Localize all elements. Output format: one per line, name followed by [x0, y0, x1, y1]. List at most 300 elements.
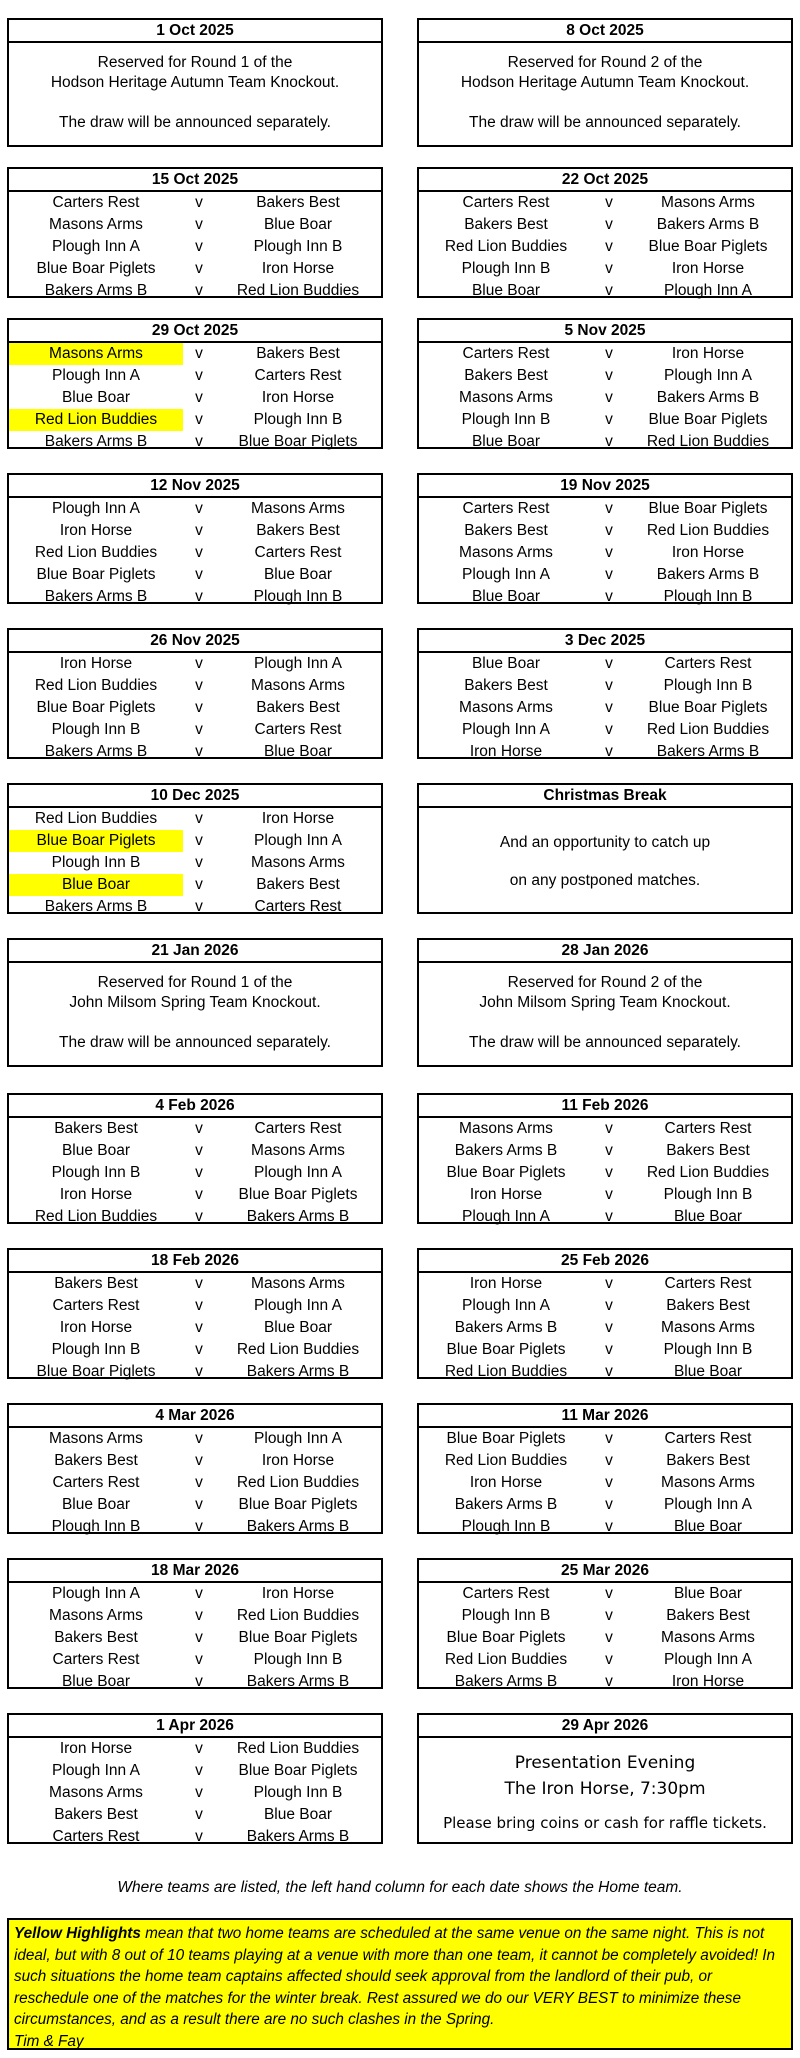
home-team: Blue Boar Piglets	[36, 699, 156, 716]
away-team: Red Lion Buddies	[236, 1341, 360, 1358]
home-team: Bakers Best	[464, 367, 548, 384]
versus-label: v	[605, 260, 613, 277]
versus-label: v	[605, 1585, 613, 1602]
versus-label: v	[195, 522, 203, 539]
home-team: Blue Boar	[471, 433, 541, 450]
versus-label: v	[605, 1120, 613, 1137]
fixture-date-header: 18 Mar 2026	[9, 1560, 381, 1583]
away-team: Carters Rest	[254, 721, 342, 738]
christmas-note	[419, 808, 791, 890]
away-team: Blue Boar Piglets	[648, 238, 768, 255]
away-team: Red Lion Buddies	[236, 1740, 360, 1757]
home-team: Red Lion Buddies	[444, 1363, 568, 1380]
home-team: Blue Boar	[471, 588, 541, 605]
away-team: Masons Arms	[661, 1319, 755, 1336]
versus-label: v	[195, 655, 203, 672]
versus-label: v	[195, 876, 203, 893]
versus-label: v	[605, 1673, 613, 1690]
match-row	[419, 1627, 791, 1649]
versus-label: v	[195, 898, 203, 915]
home-team: Plough Inn B	[51, 854, 141, 871]
fixture-date-header: 29 Oct 2025	[9, 320, 381, 343]
fixture-box	[7, 473, 383, 604]
match-row	[9, 1428, 381, 1450]
away-team: Blue Boar Piglets	[238, 1762, 358, 1779]
match-list	[9, 1118, 381, 1228]
versus-label: v	[605, 216, 613, 233]
yellow-highlight-note	[7, 1918, 793, 2050]
home-team: Carters Rest	[52, 1828, 140, 1845]
versus-label: v	[605, 522, 613, 539]
match-row	[9, 280, 381, 302]
versus-label: v	[195, 1120, 203, 1137]
away-team: Iron Horse	[261, 389, 335, 406]
note-line: The draw will be announced separately.	[59, 114, 331, 131]
match-row	[419, 1649, 791, 1671]
away-team: Plough Inn B	[253, 1651, 343, 1668]
away-team: Plough Inn B	[663, 677, 753, 694]
fixture-box	[7, 318, 383, 449]
match-row	[9, 409, 381, 431]
versus-label: v	[605, 1142, 613, 1159]
home-team: Bakers Arms B	[454, 1319, 558, 1336]
away-team: Bakers Arms B	[246, 1363, 350, 1380]
match-row	[419, 192, 791, 214]
versus-label: v	[605, 699, 613, 716]
match-row	[419, 586, 791, 608]
match-row	[9, 653, 381, 675]
home-team: Plough Inn A	[462, 566, 550, 583]
home-team: Blue Boar Piglets	[446, 1164, 566, 1181]
match-row	[9, 1738, 381, 1760]
away-team: Bakers Best	[256, 699, 340, 716]
match-list	[419, 1428, 791, 1538]
fixture-box	[417, 1093, 793, 1224]
home-team: Carters Rest	[52, 1651, 140, 1668]
match-row	[419, 258, 791, 280]
home-team: Carters Rest	[462, 194, 550, 211]
fixture-date-header: 21 Jan 2026	[9, 940, 381, 963]
fixture-box	[7, 167, 383, 298]
versus-label: v	[605, 238, 613, 255]
presentation-title: Presentation Evening	[514, 1753, 696, 1773]
away-team: Blue Boar	[673, 1363, 743, 1380]
match-row	[9, 1140, 381, 1162]
fixture-box	[7, 1558, 383, 1689]
away-team: Bakers Best	[256, 522, 340, 539]
versus-label: v	[195, 1496, 203, 1513]
away-team: Plough Inn A	[254, 655, 342, 672]
versus-label: v	[195, 1585, 203, 1602]
away-team: Carters Rest	[664, 655, 752, 672]
versus-label: v	[605, 500, 613, 517]
versus-label: v	[195, 1297, 203, 1314]
away-team: Plough Inn A	[664, 367, 752, 384]
note-line: Reserved for Round 2 of the	[507, 54, 703, 71]
home-team: Plough Inn B	[51, 1164, 141, 1181]
note-line: Reserved for Round 1 of the	[97, 54, 293, 71]
match-list	[9, 498, 381, 608]
home-team: Red Lion Buddies	[34, 544, 158, 561]
away-team: Bakers Arms B	[656, 216, 760, 233]
away-team: Blue Boar Piglets	[648, 699, 768, 716]
match-row	[419, 675, 791, 697]
match-row	[9, 1339, 381, 1361]
home-team: Carters Rest	[52, 194, 140, 211]
fixture-date-header: 8 Oct 2025	[419, 20, 791, 43]
versus-label: v	[195, 1784, 203, 1801]
match-row	[9, 1317, 381, 1339]
away-team: Bakers Best	[666, 1452, 750, 1469]
fixture-date-header: 11 Mar 2026	[419, 1405, 791, 1428]
versus-label: v	[605, 1208, 613, 1225]
home-team-highlighted: Blue Boar Piglets	[9, 830, 183, 852]
home-team: Plough Inn A	[52, 367, 140, 384]
match-row	[419, 1273, 791, 1295]
away-team: Plough Inn A	[664, 282, 752, 299]
versus-label: v	[195, 1762, 203, 1779]
away-team: Bakers Arms B	[246, 1208, 350, 1225]
match-row	[9, 1162, 381, 1184]
home-team: Blue Boar	[61, 389, 131, 406]
away-team: Iron Horse	[671, 1673, 745, 1690]
match-list	[9, 1428, 381, 1538]
home-team: Blue Boar	[471, 655, 541, 672]
match-row	[419, 719, 791, 741]
match-row	[9, 1295, 381, 1317]
match-row	[419, 1162, 791, 1184]
versus-label: v	[605, 282, 613, 299]
home-team: Plough Inn A	[462, 1208, 550, 1225]
note-line: Reserved for Round 1 of the	[97, 974, 293, 991]
fixture-box	[7, 938, 383, 1067]
away-team: Plough Inn B	[663, 1186, 753, 1203]
versus-label: v	[195, 566, 203, 583]
match-row	[9, 808, 381, 830]
note-line: And an opportunity to catch up	[499, 834, 711, 851]
match-row	[9, 586, 381, 608]
match-row	[9, 852, 381, 874]
match-row	[9, 830, 381, 852]
match-row	[419, 214, 791, 236]
home-team: Bakers Best	[54, 1275, 138, 1292]
home-team: Plough Inn A	[462, 721, 550, 738]
match-list	[9, 343, 381, 453]
match-row	[419, 1494, 791, 1516]
fixture-box	[417, 938, 793, 1067]
versus-label: v	[605, 1607, 613, 1624]
match-row	[9, 874, 381, 896]
versus-label: v	[195, 1607, 203, 1624]
versus-label: v	[605, 1319, 613, 1336]
versus-label: v	[195, 216, 203, 233]
away-team: Carters Rest	[664, 1430, 752, 1447]
away-team: Iron Horse	[671, 345, 745, 362]
versus-label: v	[195, 1474, 203, 1491]
note-signature: Tim & Fay	[14, 2032, 84, 2050]
versus-label: v	[195, 1452, 203, 1469]
home-team: Plough Inn A	[52, 1762, 140, 1779]
reserved-note	[419, 43, 791, 133]
note-line: John Milsom Spring Team Knockout.	[69, 994, 321, 1011]
away-team: Red Lion Buddies	[646, 721, 770, 738]
home-team: Bakers Arms B	[44, 282, 148, 299]
home-team: Bakers Best	[54, 1806, 138, 1823]
match-row	[419, 498, 791, 520]
home-team: Red Lion Buddies	[34, 677, 158, 694]
versus-label: v	[195, 1164, 203, 1181]
versus-label: v	[605, 1363, 613, 1380]
away-team: Carters Rest	[254, 544, 342, 561]
away-team: Blue Boar Piglets	[648, 411, 768, 428]
home-team-highlighted: Blue Boar	[9, 874, 183, 896]
away-team: Plough Inn A	[254, 832, 342, 849]
fixture-box	[417, 628, 793, 759]
versus-label: v	[195, 743, 203, 760]
versus-label: v	[605, 721, 613, 738]
home-team: Iron Horse	[469, 1186, 543, 1203]
away-team: Red Lion Buddies	[236, 282, 360, 299]
match-list	[9, 192, 381, 302]
versus-label: v	[605, 566, 613, 583]
away-team: Bakers Best	[256, 876, 340, 893]
away-team: Plough Inn B	[253, 411, 343, 428]
versus-label: v	[605, 1496, 613, 1513]
match-row	[419, 564, 791, 586]
versus-label: v	[605, 1452, 613, 1469]
versus-label: v	[195, 238, 203, 255]
match-row	[9, 1671, 381, 1693]
fixture-date-header: 26 Nov 2025	[9, 630, 381, 653]
fixture-date-header: 18 Feb 2026	[9, 1250, 381, 1273]
home-team: Plough Inn B	[51, 1518, 141, 1535]
match-row	[419, 1605, 791, 1627]
home-team: Carters Rest	[462, 500, 550, 517]
versus-label: v	[195, 367, 203, 384]
match-row	[419, 697, 791, 719]
versus-label: v	[195, 282, 203, 299]
away-team: Bakers Best	[666, 1607, 750, 1624]
fixture-date-header: 3 Dec 2025	[419, 630, 791, 653]
away-team: Bakers Arms B	[246, 1518, 350, 1535]
away-team: Plough Inn B	[253, 238, 343, 255]
fixture-date-header: 25 Feb 2026	[419, 1250, 791, 1273]
versus-label: v	[195, 345, 203, 362]
match-row	[9, 1118, 381, 1140]
home-team: Plough Inn A	[52, 238, 140, 255]
match-row	[9, 1516, 381, 1538]
match-row	[9, 192, 381, 214]
match-row	[9, 236, 381, 258]
away-team: Blue Boar	[263, 216, 333, 233]
versus-label: v	[195, 1629, 203, 1646]
away-team: Plough Inn A	[254, 1430, 342, 1447]
away-team: Bakers Arms B	[656, 389, 760, 406]
versus-label: v	[195, 588, 203, 605]
reserved-note	[419, 963, 791, 1053]
away-team: Masons Arms	[661, 1629, 755, 1646]
versus-label: v	[195, 544, 203, 561]
match-row	[9, 431, 381, 453]
match-list	[9, 1583, 381, 1693]
match-row	[419, 542, 791, 564]
versus-label: v	[195, 1319, 203, 1336]
presentation-evening	[419, 1738, 791, 1834]
home-team: Red Lion Buddies	[34, 1208, 158, 1225]
away-team: Masons Arms	[661, 1474, 755, 1491]
versus-label: v	[195, 1275, 203, 1292]
away-team: Blue Boar	[263, 1806, 333, 1823]
home-team: Bakers Best	[464, 677, 548, 694]
away-team: Red Lion Buddies	[646, 433, 770, 450]
away-team: Bakers Arms B	[656, 743, 760, 760]
home-team: Plough Inn A	[462, 1297, 550, 1314]
away-team: Red Lion Buddies	[646, 522, 770, 539]
fixture-box	[417, 1558, 793, 1689]
match-row	[9, 741, 381, 763]
fixture-box	[7, 783, 383, 914]
home-team: Masons Arms	[49, 1784, 143, 1801]
home-team: Bakers Best	[54, 1120, 138, 1137]
versus-label: v	[195, 699, 203, 716]
match-row	[419, 1184, 791, 1206]
match-row	[419, 1295, 791, 1317]
home-team: Plough Inn B	[461, 1518, 551, 1535]
away-team: Plough Inn A	[664, 1496, 752, 1513]
away-team: Bakers Best	[256, 345, 340, 362]
match-row	[419, 1516, 791, 1538]
versus-label: v	[195, 1740, 203, 1757]
versus-label: v	[195, 1518, 203, 1535]
match-list	[9, 1273, 381, 1383]
home-team: Bakers Best	[54, 1452, 138, 1469]
home-team: Masons Arms	[49, 1607, 143, 1624]
home-team: Masons Arms	[459, 699, 553, 716]
away-team: Bakers Best	[256, 194, 340, 211]
home-team: Masons Arms	[49, 216, 143, 233]
fixture-box	[7, 1713, 383, 1844]
away-team: Iron Horse	[671, 544, 745, 561]
match-row	[9, 564, 381, 586]
home-team: Iron Horse	[59, 655, 133, 672]
match-row	[419, 343, 791, 365]
home-team: Blue Boar Piglets	[446, 1430, 566, 1447]
fixture-box	[417, 1248, 793, 1379]
match-list	[419, 1118, 791, 1228]
fixture-box	[7, 628, 383, 759]
fixture-date-header: 12 Nov 2025	[9, 475, 381, 498]
match-row	[419, 1339, 791, 1361]
away-team: Plough Inn B	[253, 1784, 343, 1801]
fixture-date-header: 28 Jan 2026	[419, 940, 791, 963]
match-row	[9, 1494, 381, 1516]
match-list	[419, 653, 791, 763]
match-list	[419, 1583, 791, 1693]
away-team: Iron Horse	[261, 810, 335, 827]
fixture-date-header: 4 Feb 2026	[9, 1095, 381, 1118]
versus-label: v	[195, 832, 203, 849]
away-team: Carters Rest	[254, 898, 342, 915]
versus-label: v	[195, 433, 203, 450]
home-team: Iron Horse	[59, 1186, 133, 1203]
versus-label: v	[605, 677, 613, 694]
away-team: Bakers Arms B	[246, 1673, 350, 1690]
match-row	[9, 542, 381, 564]
home-team: Iron Horse	[469, 1275, 543, 1292]
match-row	[419, 1118, 791, 1140]
fixture-date-header: 19 Nov 2025	[419, 475, 791, 498]
versus-label: v	[195, 411, 203, 428]
away-team: Blue Boar	[673, 1518, 743, 1535]
versus-label: v	[605, 1629, 613, 1646]
note-line: John Milsom Spring Team Knockout.	[479, 994, 731, 1011]
match-row	[9, 1583, 381, 1605]
versus-label: v	[605, 1341, 613, 1358]
match-row	[9, 675, 381, 697]
note-line: Reserved for Round 2 of the	[507, 974, 703, 991]
match-row	[419, 1206, 791, 1228]
away-team: Carters Rest	[664, 1275, 752, 1292]
home-team: Bakers Best	[464, 216, 548, 233]
match-row	[419, 1583, 791, 1605]
match-row	[9, 1605, 381, 1627]
home-team: Plough Inn B	[51, 721, 141, 738]
versus-label: v	[195, 1341, 203, 1358]
home-team: Blue Boar	[61, 1673, 131, 1690]
away-team: Red Lion Buddies	[236, 1607, 360, 1624]
home-team: Blue Boar	[61, 1496, 131, 1513]
away-team: Bakers Best	[666, 1297, 750, 1314]
home-team: Plough Inn B	[51, 1341, 141, 1358]
match-list	[419, 192, 791, 302]
versus-label: v	[195, 1651, 203, 1668]
away-team: Red Lion Buddies	[236, 1474, 360, 1491]
note-line: Hodson Heritage Autumn Team Knockout.	[50, 74, 340, 91]
home-team: Bakers Best	[54, 1629, 138, 1646]
versus-label: v	[195, 1363, 203, 1380]
versus-label: v	[195, 721, 203, 738]
match-row	[419, 1361, 791, 1383]
versus-label: v	[605, 367, 613, 384]
match-row	[9, 1206, 381, 1228]
match-row	[9, 214, 381, 236]
match-row	[9, 1782, 381, 1804]
versus-label: v	[195, 194, 203, 211]
home-team: Blue Boar Piglets	[36, 1363, 156, 1380]
away-team: Iron Horse	[671, 260, 745, 277]
versus-label: v	[605, 588, 613, 605]
versus-label: v	[605, 411, 613, 428]
home-team: Blue Boar Piglets	[446, 1629, 566, 1646]
home-team: Iron Horse	[59, 1740, 133, 1757]
match-row	[9, 1472, 381, 1494]
match-list	[419, 1273, 791, 1383]
away-team: Bakers Best	[666, 1142, 750, 1159]
match-row	[9, 1627, 381, 1649]
match-row	[419, 520, 791, 542]
versus-label: v	[605, 1518, 613, 1535]
away-team: Blue Boar	[673, 1585, 743, 1602]
match-row	[9, 697, 381, 719]
away-team: Blue Boar Piglets	[238, 433, 358, 450]
fixture-date-header: 25 Mar 2026	[419, 1560, 791, 1583]
home-team: Bakers Arms B	[44, 743, 148, 760]
home-team: Red Lion Buddies	[444, 1452, 568, 1469]
away-team: Masons Arms	[251, 677, 345, 694]
away-team: Plough Inn A	[664, 1651, 752, 1668]
match-list	[9, 808, 381, 918]
away-team: Blue Boar	[263, 566, 333, 583]
